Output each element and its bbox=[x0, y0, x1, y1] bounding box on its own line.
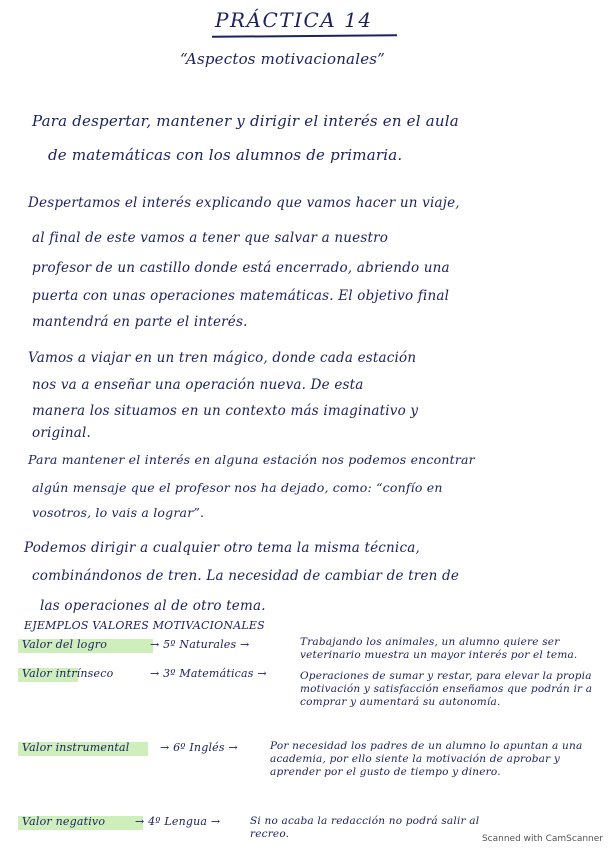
viaje-line: manera los situamos en un contexto más imaginativo y bbox=[32, 403, 419, 419]
viaje-line: Vamos a viajar en un tren mágico, donde cada estación bbox=[28, 350, 417, 366]
page-subtitle: “Aspectos motivacionales” bbox=[180, 50, 386, 68]
page-title: PRÁCTICA 14 bbox=[215, 8, 373, 32]
valor-label: Valor instrumental bbox=[22, 741, 130, 754]
mantener-line: vosotros, lo vais a lograr”. bbox=[32, 505, 205, 520]
valor-description: Por necesidad los padres de un alumno lo apuntan a una academia, por ello siente la motivación de aprobar y aprender por el gusto de tiempo y dinero. bbox=[270, 740, 583, 778]
valor-description: Trabajando los animales, un alumno quiere ser veterinario muestra un mayor interés por el tema. bbox=[300, 636, 578, 661]
despertar-line: Despertamos el interés explicando que vamos hacer un viaje, bbox=[28, 195, 460, 211]
valor-subject: → 4º Lengua → bbox=[135, 815, 221, 828]
despertar-line: mantendrá en parte el interés. bbox=[32, 314, 248, 330]
valor-label: Valor del logro bbox=[22, 638, 108, 651]
despertar-line: al final de este vamos a tener que salvar a nuestro bbox=[32, 230, 389, 246]
intro-line: de matemáticas con los alumnos de primaria. bbox=[48, 146, 403, 164]
valor-label: Valor negativo bbox=[22, 815, 106, 828]
valor-label: Valor intrínseco bbox=[22, 667, 114, 680]
valor-subject: → 5º Naturales → bbox=[150, 638, 250, 651]
dirigir-line: combinándonos de tren. La necesidad de cambiar de tren de bbox=[32, 568, 460, 584]
dirigir-line: Podemos dirigir a cualquier otro tema la misma técnica, bbox=[24, 540, 420, 556]
valor-description: Si no acaba la redacción no podrá salir al recreo. bbox=[250, 815, 480, 840]
despertar-line: profesor de un castillo donde está encerrado, abriendo una bbox=[32, 260, 450, 276]
scanner-watermark: Scanned with CamScanner bbox=[481, 834, 603, 844]
viaje-line: nos va a enseñar una operación nueva. De esta bbox=[32, 377, 364, 393]
mantener-line: algún mensaje que el profesor nos ha dejado, como: “confío en bbox=[32, 480, 443, 495]
ejemplos-heading: EJEMPLOS VALORES MOTIVACIONALES bbox=[24, 619, 265, 632]
title-underline bbox=[212, 34, 397, 37]
intro-line: Para despertar, mantener y dirigir el interés en el aula bbox=[32, 112, 459, 130]
valor-subject: → 6º Inglés → bbox=[160, 741, 238, 754]
valor-subject: → 3º Matemáticas → bbox=[150, 667, 267, 680]
valor-description: Operaciones de sumar y restar, para elevar la propia motivación y satisfacción enseñamos que podrán ir a comprar y aumentará su autonomía. bbox=[300, 670, 593, 708]
mantener-line: Para mantener el interés en alguna estación nos podemos encontrar bbox=[28, 452, 475, 467]
despertar-line: puerta con unas operaciones matemáticas. El objetivo final bbox=[32, 288, 450, 304]
dirigir-line: las operaciones al de otro tema. bbox=[40, 598, 266, 614]
viaje-line: original. bbox=[32, 425, 92, 441]
